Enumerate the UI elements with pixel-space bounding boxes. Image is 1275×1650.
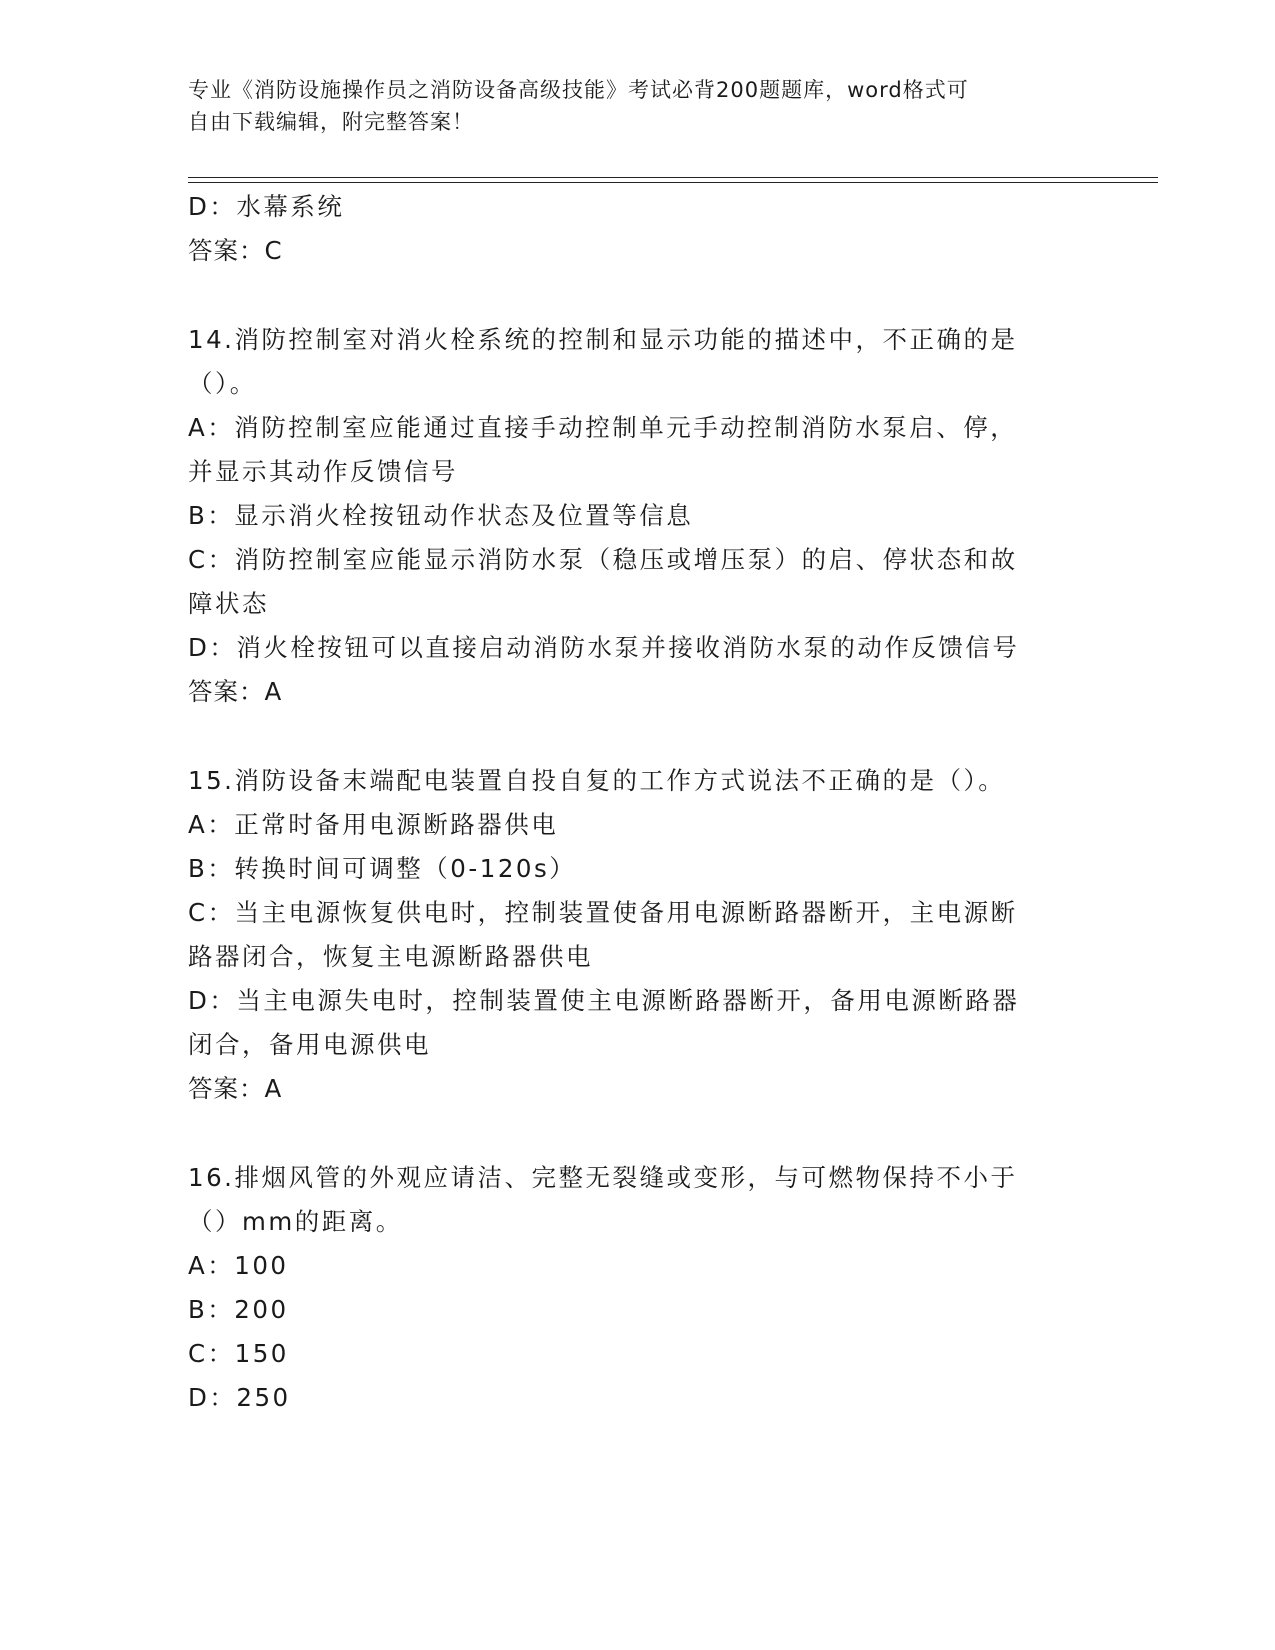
- q14-option-a-line-2: 并显示其动作反馈信号: [188, 457, 458, 486]
- q16-stem-line-2: （）mm的距离。: [188, 1207, 403, 1236]
- q13-option-d: D：水幕系统: [188, 192, 345, 221]
- header-divider-bottom: [188, 182, 1158, 183]
- document-header: [188, 74, 1088, 138]
- q14-option-c-line-1: C：消防控制室应能显示消防水泵（稳压或增压泵）的启、停状态和故: [188, 545, 1018, 574]
- q14-option-b: B：显示消火栓按钮动作状态及位置等信息: [188, 501, 694, 530]
- q16-stem-line-1: 16.排烟风管的外观应请洁、完整无裂缝或变形，与可燃物保持不小于: [188, 1163, 1018, 1192]
- q13-answer: 答案：C: [188, 236, 283, 265]
- q15-option-c-line-2: 路器闭合，恢复主电源断路器供电: [188, 942, 593, 971]
- q16-option-a: A：100: [188, 1251, 289, 1280]
- q14-option-a-line-1: A：消防控制室应能通过直接手动控制单元手动控制消防水泵启、停，: [188, 413, 1018, 442]
- q15-option-a: A：正常时备用电源断路器供电: [188, 810, 559, 839]
- header-line-2: 自由下载编辑，附完整答案！: [188, 110, 474, 134]
- q15-option-c-line-1: C：当主电源恢复供电时，控制装置使备用电源断路器断开，主电源断: [188, 898, 1018, 927]
- q14-stem-line-2: （）。: [188, 369, 257, 398]
- header-line-1: 专业《消防设施操作员之消防设备高级技能》考试必背200题题库，word格式可: [188, 78, 969, 102]
- q16-option-d: D：250: [188, 1383, 291, 1412]
- q14-stem-line-1: 14.消防控制室对消火栓系统的控制和显示功能的描述中，不正确的是: [188, 325, 1018, 354]
- q16-option-c: C：150: [188, 1339, 289, 1368]
- q15-option-b: B：转换时间可调整（0-120s）: [188, 854, 577, 883]
- q14-answer: 答案：A: [188, 677, 283, 706]
- q14-option-d: D：消火栓按钮可以直接启动消防水泵并接收消防水泵的动作反馈信号: [188, 633, 1020, 662]
- q15-answer: 答案：A: [188, 1074, 283, 1103]
- q15-option-d-line-1: D：当主电源失电时，控制装置使主电源断路器断开，备用电源断路器: [188, 986, 1020, 1015]
- header-divider-top: [188, 177, 1158, 178]
- q15-stem: 15.消防设备末端配电装置自投自复的工作方式说法不正确的是（）。: [188, 766, 1006, 795]
- q16-option-b: B：200: [188, 1295, 289, 1324]
- q14-option-c-line-2: 障状态: [188, 589, 269, 618]
- q15-option-d-line-2: 闭合，备用电源供电: [188, 1030, 431, 1059]
